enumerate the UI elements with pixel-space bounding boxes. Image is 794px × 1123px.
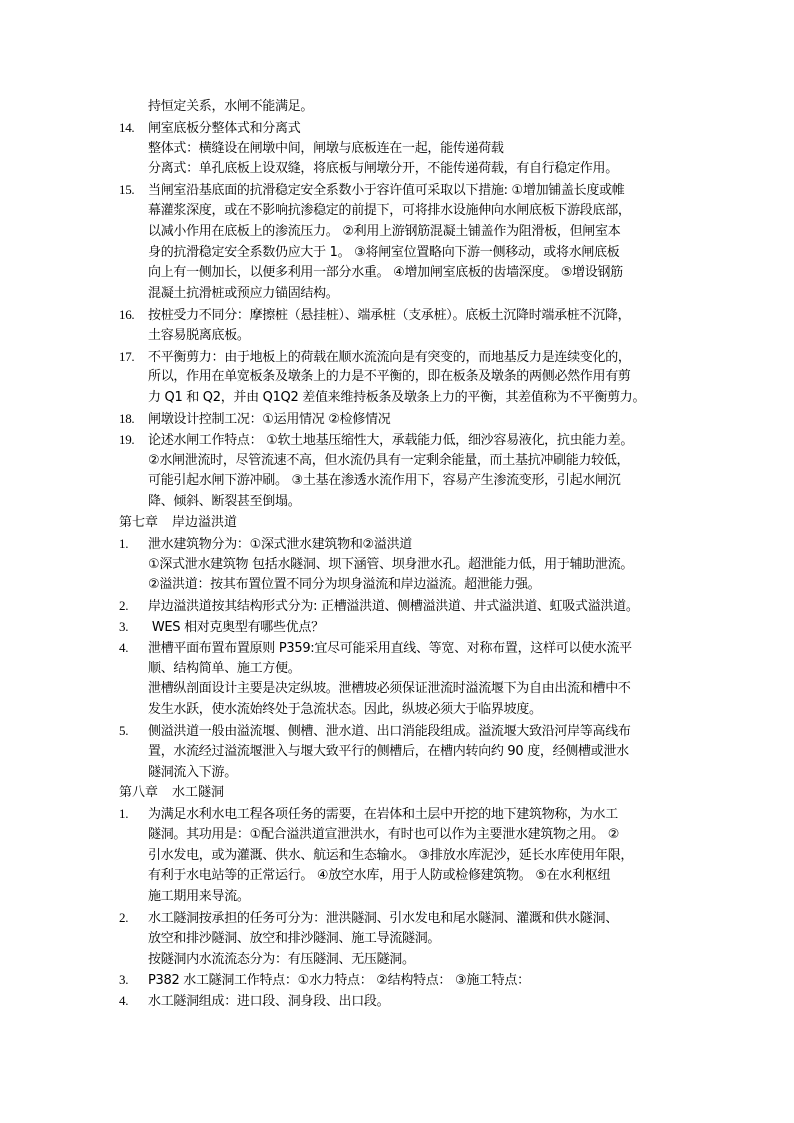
line-text: 有利于水电站等的正常运行。 ④放空水库，用于人防或检修建筑物。 ⑤在水利枢纽 [148, 868, 611, 884]
text-line [119, 825, 679, 846]
list-item-line [119, 804, 679, 825]
list-item-number: 16. [119, 306, 135, 322]
chapter-heading [119, 783, 679, 804]
line-text: 幕灌浆深度，或在不影响抗渗稳定的前提下，可将排水设施伸向水闸底板下游段底部， [148, 202, 631, 218]
line-text: 分离式：单孔底板上设双缝，将底板与闸墩分开，不能传递荷载，有自行稳定作用。 [148, 161, 618, 177]
line-text: 隧洞。其功用是：①配合溢洪道宣泄洪水，有时也可以作为主要泄水建筑物之用。 ② [148, 826, 620, 842]
list-item-line [119, 638, 679, 659]
list-item-number: 14. [119, 119, 135, 135]
text-line [119, 950, 679, 971]
text-line [119, 139, 679, 160]
line-text: 可能引起水闸下游冲刷。 ③土基在渗透水流作用下，容易产生渗流变形，引起水闸沉 [148, 473, 621, 489]
list-item-number: 1. [119, 535, 129, 551]
list-item-number: 18. [119, 410, 135, 426]
text-line [119, 159, 679, 180]
document-body [119, 97, 679, 1012]
text-line [119, 700, 679, 721]
line-text: 顺、结构简单、施工方便。 [148, 660, 301, 676]
list-item-line [119, 347, 679, 368]
list-item-number: 3. [119, 972, 129, 988]
text-line [119, 388, 679, 409]
chapter-title: 岸边溢洪道 [172, 514, 238, 530]
line-text: 整体式：横缝设在闸墩中间，闸墩与底板连在一起，能传递荷载 [148, 140, 504, 156]
line-text: 为满足水利水电工程各项任务的需要，在岩体和土层中开挖的地下建筑物称，为水工 [148, 807, 618, 823]
line-text: 发生水跃，使水流始终处于急流状态。因此，纵坡必须大于临界坡度。 [148, 702, 542, 718]
list-item-line [119, 970, 679, 991]
list-item-number: 2. [119, 598, 129, 614]
line-text: WES 相对克奥型有哪些优点？ [148, 619, 324, 635]
list-item-line [119, 118, 679, 139]
line-text: 隧洞流入下游。 [148, 764, 237, 780]
list-item-line [119, 409, 679, 430]
list-item-number: 4. [119, 993, 129, 1009]
line-text: 闸墩设计控制工况：①运用情况 ②检修情况 [148, 411, 391, 427]
text-line [119, 471, 679, 492]
line-text: ②溢洪道：按其布置位置不同分为坝身溢流和岸边溢流。超泄能力强。 [148, 577, 541, 593]
text-line [119, 263, 679, 284]
text-line [119, 679, 679, 700]
text-line [119, 326, 679, 347]
list-item-number: 4. [119, 639, 129, 655]
text-line [119, 284, 679, 305]
line-text: ②水闸泄流时，尽管流速不高，但水流仍具有一定剩余能量，而土基抗冲刷能力较低， [148, 452, 630, 468]
text-line [119, 659, 679, 680]
text-line [119, 929, 679, 950]
text-line [119, 887, 679, 908]
list-item-line [119, 180, 679, 201]
text-line [119, 492, 679, 513]
list-item-number: 5. [119, 722, 129, 738]
list-item-number: 19. [119, 431, 135, 447]
text-line [119, 222, 679, 243]
text-line [119, 555, 679, 576]
text-line [119, 243, 679, 264]
list-item-number: 2. [119, 910, 129, 926]
line-text: 所以，作用在单宽板条及墩条上的力是不平衡的，即在板条及墩条的两侧必然作用有剪 [148, 369, 631, 385]
list-item-line [119, 534, 679, 555]
list-item-line [119, 596, 679, 617]
line-text: 身的抗滑稳定安全系数仍应大于 1。 ③将闸室位置略向下游一侧移动，或将水闸底板 [148, 244, 620, 260]
line-text: 论述水闸工作特点： ①软土地基压缩性大，承载能力低，细沙容易液化，抗虫能力差。 [148, 432, 634, 448]
line-text: 降、倾斜、断裂甚至倒塌。 [148, 494, 301, 510]
line-text: 以减小作用在底板上的渗流压力。 ②利用上游钢筋混凝土铺盖作为阻滑板，但闸室本 [148, 223, 621, 239]
list-item-line [119, 991, 679, 1012]
text-line [119, 367, 679, 388]
chapter-title: 水工隧洞 [172, 785, 225, 801]
text-line [119, 201, 679, 222]
line-text: 土容易脱离底板。 [148, 327, 250, 343]
text-line [119, 846, 679, 867]
line-text: P382 水工隧洞工作特点：①水力特点： ②结构特点： ③施工特点： [148, 973, 530, 989]
text-line [119, 451, 679, 472]
line-text: 不平衡剪力：由于地板上的荷载在顺水流流向是有突变的，而地基反力是连续变化的， [148, 349, 631, 365]
line-text: 闸室底板分整体式和分离式 [148, 120, 301, 136]
line-text: 持恒定关系，水闸不能满足。 [148, 99, 314, 114]
line-text: 水工隧洞按承担的任务可分为：泄洪隧洞、引水发电和尾水隧洞、灌溉和供水隧洞、 [148, 911, 618, 927]
line-text: 岸边溢洪道按其结构形式分为: 正槽溢洪道、侧槽溢洪道、井式溢洪道、虹吸式溢洪道。 [148, 599, 639, 615]
list-item-number: 17. [119, 348, 135, 364]
list-item-line [119, 617, 679, 638]
line-text: 按隧洞内水流流态分为：有压隧洞、无压隧洞。 [148, 951, 415, 967]
chapter-heading [119, 513, 679, 534]
line-text: 引水发电，或为灌溉、供水、航运和生态输水。 ③排放水库泥沙，延长水库使用年限， [148, 847, 634, 863]
line-text: 施工期用来导流。 [148, 889, 250, 905]
line-text: 置，水流经过溢流堰泄入与堰大致平行的侧槽后，在槽内转向约 90 度，经侧槽或泄水 [148, 743, 629, 759]
list-item-number: 1. [119, 806, 129, 822]
text-line [119, 97, 679, 118]
list-item-line [119, 430, 679, 451]
text-line [119, 866, 679, 887]
line-text: 当闸室沿基底面的抗滑稳定安全系数小于容许值可采取以下措施: ①增加铺盖长度或帷 [148, 183, 625, 199]
line-text: 混凝土抗滑桩或预应力锚固结构。 [148, 286, 339, 302]
line-text: ①深式泄水建筑物 包括水隧洞、坝下涵管、坝身泄水孔。超泄能力低，用于辅助泄流。 [148, 556, 634, 572]
line-text: 泄槽纵剖面设计主要是决定纵坡。泄槽坡必须保证泄流时溢流堰下为自由出流和槽中不 [148, 681, 631, 697]
line-text: 放空和排沙隧洞、放空和排沙隧洞、施工导流隧洞。 [148, 930, 441, 946]
list-item-line [119, 721, 679, 742]
list-item-line [119, 908, 679, 929]
chapter-number: 第八章 [119, 785, 159, 801]
text-line [119, 742, 679, 763]
line-text: 泄水建筑物分为：①深式泄水建筑物和②溢洪道 [148, 536, 413, 552]
line-text: 泄槽平面布置布置原则 P359:宜尽可能采用直线、等宽、对称布置，这样可以使水流平 [148, 640, 632, 656]
text-line [119, 575, 679, 596]
line-text: 按桩受力不同分：摩擦桩（悬挂桩）、端承桩（支承桩）。底板土沉降时端承桩不沉降， [148, 307, 631, 323]
chapter-number: 第七章 [119, 514, 159, 530]
line-text: 侧溢洪道一般由溢流堰、侧槽、泄水道、出口消能段组成。溢流堰大致沿河岸等高线布 [148, 723, 631, 739]
list-item-number: 15. [119, 182, 135, 198]
text-line [119, 763, 679, 784]
list-item-line [119, 305, 679, 326]
line-text: 水工隧洞组成：进口段、洞身段、出口段。 [148, 994, 390, 1010]
line-text: 力 Q1 和 Q2，并由 Q1Q2 差值来维持板条及墩条上力的平衡，其差值称为不平衡剪力。 [148, 390, 646, 406]
line-text: 向上有一侧加长，以便多利用一部分水重。 ④增加闸室底板的齿墙深度。 ⑤增设钢筋 [148, 265, 623, 281]
list-item-number: 3. [119, 618, 129, 634]
